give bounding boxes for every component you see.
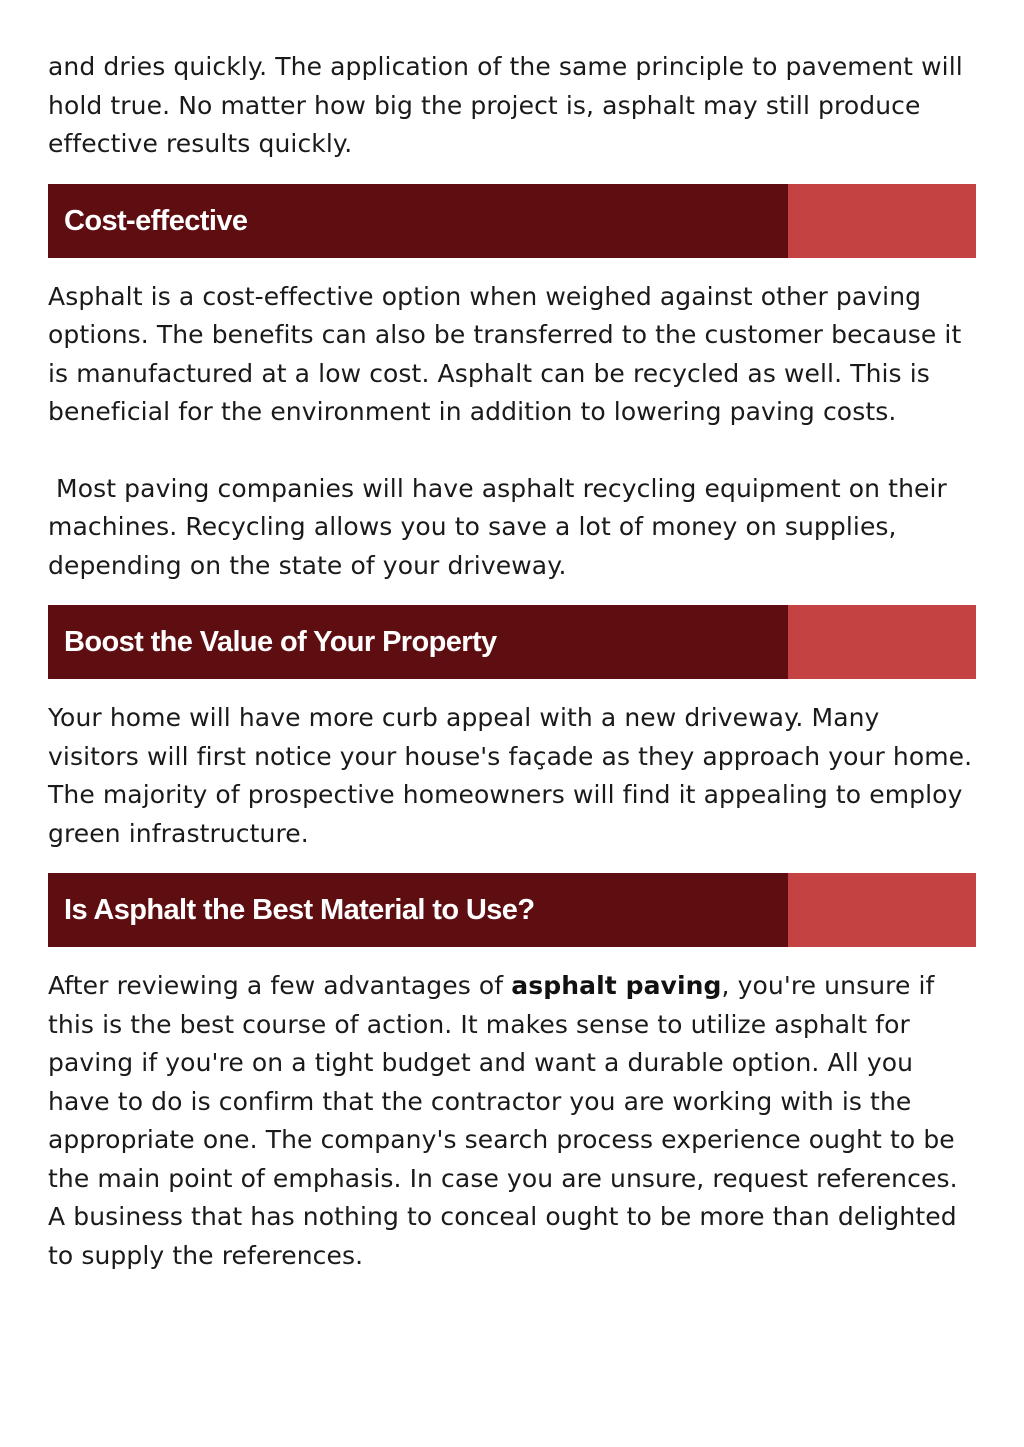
section-header-boost-value [48,605,976,679]
section-header-best-material [48,873,976,947]
section-heading: Boost the Value of Your Property [64,626,497,658]
cost-effective-paragraph-2: Most paving companies will have asphalt recycling equipment on their machines. Recycling allows you to save a lot of money on supplies, depending on the state of your driveway. [48,473,955,580]
paragraph-text-before: After reviewing a few advantages of [48,971,512,1000]
asphalt-paving-emphasis: asphalt paving [511,971,722,1000]
paragraph-text-after: , you're unsure if this is the best course of action. It makes sense to utilize asphalt for paving if you're on a tight budget and want a durable option. All you have to do is confirm that the contractor you are working with is the appropriate one. The company's search process experience ought to be the main point of emphasis. In case you are unsure, request references. A business that has nothing to conceal ought to be more than delighted to supply the references. [48,971,958,1270]
cost-effective-paragraph-1: Asphalt is a cost-effective option when weighed against other paving options. The benefits can also be transferred to the customer because it is manufactured at a low cost. Asphalt can be recycled as well. This is beneficial for the environment in addition to lowering paving costs. [48,281,962,426]
header-accent-block [788,184,976,258]
header-accent-block [788,873,976,947]
best-material-paragraph [48,967,976,1275]
boost-value-paragraph: Your home will have more curb appeal with a new driveway. Many visitors will first notice your house's façade as they approach your home. The majority of prospective homeowners will find it appealing to employ green infrastructure. [48,703,973,848]
section-heading: Is Asphalt the Best Material to Use? [64,894,535,926]
intro-paragraph: and dries quickly. The application of the same principle to pavement will hold true. No matter how big the project is, asphalt may still produce effective results quickly. [48,52,963,158]
section-header-cost-effective [48,184,976,258]
section-heading: Cost-effective [64,204,248,237]
header-accent-block [788,605,976,679]
document-page [48,48,976,1275]
